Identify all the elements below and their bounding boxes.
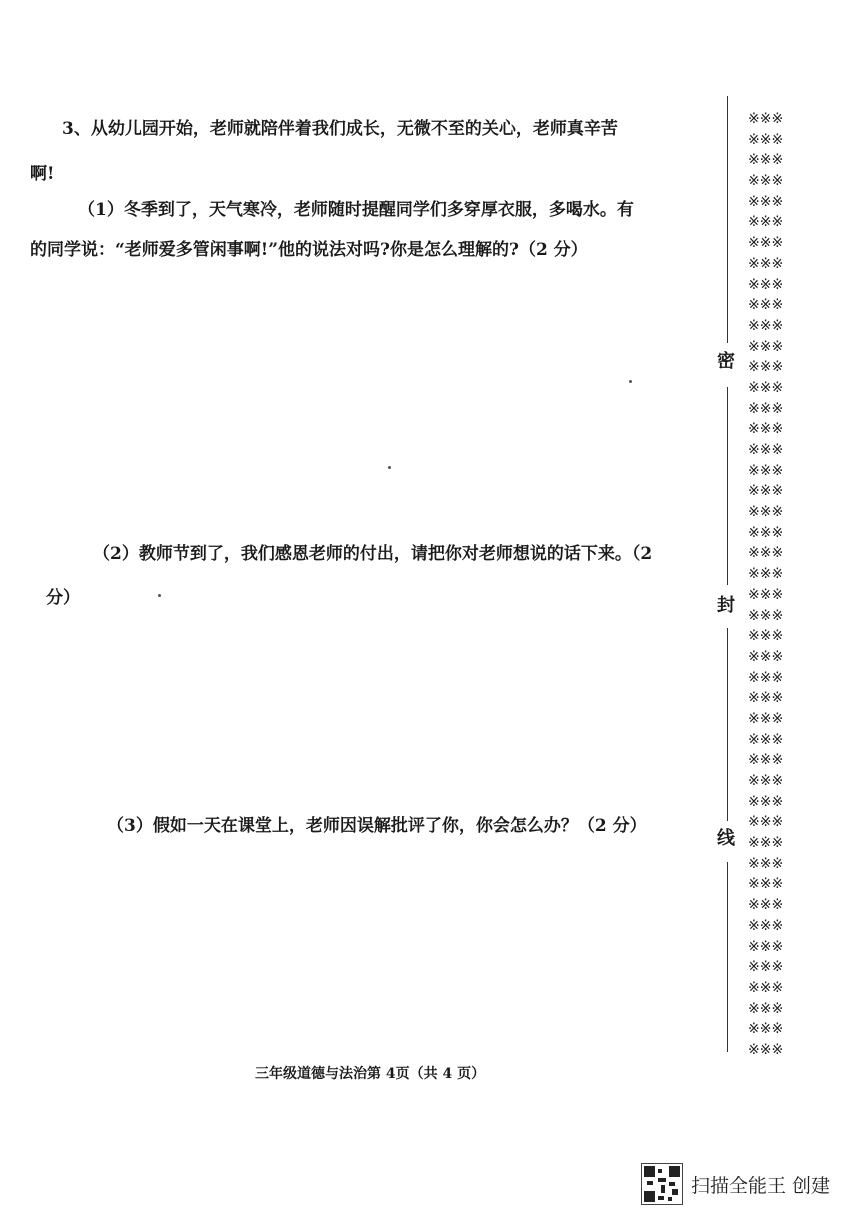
binding-line: [727, 862, 728, 1052]
binding-line: [727, 628, 728, 821]
binding-star-row: ※※※: [748, 524, 784, 541]
binding-star-row: ※※※: [748, 173, 784, 190]
binding-star-row: ※※※: [748, 566, 784, 583]
binding-star-row: ※※※: [748, 131, 784, 148]
sub-question-1-text-cont: 的同学说：“老师爱多管闲事啊!”他的说法对吗?你是怎么理解的?（2 分）: [30, 240, 588, 260]
binding-star-row: ※※※: [748, 152, 784, 169]
binding-star-row: ※※※: [748, 814, 784, 831]
binding-star-row: ※※※: [748, 545, 784, 562]
binding-label-xian: 线: [717, 828, 735, 849]
binding-star-column: [748, 109, 808, 1061]
binding-star-row: ※※※: [748, 1021, 784, 1038]
binding-star-row: ※※※: [748, 297, 784, 314]
binding-star-row: ※※※: [748, 773, 784, 789]
binding-star-row: ※※※: [748, 111, 784, 127]
binding-star-row: ※※※: [748, 835, 784, 852]
binding-star-row: ※※※: [748, 690, 784, 707]
binding-label-feng: 封: [717, 595, 735, 616]
binding-star-row: ※※※: [748, 442, 784, 458]
binding-label-mi: 密: [717, 351, 735, 372]
sub-question-2-text: （2）教师节到了，我们感恩老师的付出，请把你对老师想说的话下来。（2: [93, 544, 653, 564]
binding-star-row: ※※※: [748, 876, 784, 893]
binding-star-row: ※※※: [748, 897, 784, 914]
binding-star-row: ※※※: [748, 214, 784, 231]
binding-star-row: ※※※: [748, 1000, 784, 1017]
binding-star-row: ※※※: [748, 235, 784, 252]
binding-star-row: ※※※: [748, 317, 784, 334]
binding-star-row: ※※※: [748, 855, 784, 872]
binding-star-row: ※※※: [748, 938, 784, 955]
binding-star-row: ※※※: [748, 193, 784, 210]
sub-question-2-text-cont: 分）: [46, 588, 80, 608]
binding-star-row: ※※※: [748, 255, 784, 272]
binding-star-row: ※※※: [748, 917, 784, 934]
binding-star-row: ※※※: [748, 483, 784, 500]
binding-star-row: ※※※: [748, 959, 784, 976]
sub-question-3-text: （3）假如一天在课堂上，老师因误解批评了你，你会怎么办？（2 分）: [107, 816, 647, 836]
binding-line: [727, 387, 728, 585]
binding-star-row: ※※※: [748, 504, 784, 521]
binding-star-row: ※※※: [748, 793, 784, 810]
binding-star-row: ※※※: [748, 400, 784, 417]
binding-star-row: ※※※: [748, 669, 784, 686]
question-3-text-cont: 啊!: [30, 164, 55, 184]
binding-star-row: ※※※: [748, 628, 784, 645]
binding-star-row: ※※※: [748, 338, 784, 355]
qr-code-icon: [641, 1163, 683, 1205]
binding-star-row: ※※※: [748, 462, 784, 479]
binding-star-row: ※※※: [748, 979, 784, 996]
binding-star-row: ※※※: [748, 1041, 784, 1058]
binding-star-row: ※※※: [748, 607, 784, 624]
binding-star-row: ※※※: [748, 731, 784, 748]
sub-question-1-text: （1）冬季到了，天气寒冷，老师随时提醒同学们多穿厚衣服，多喝水。有: [78, 200, 634, 220]
scanner-watermark: [641, 1163, 830, 1205]
question-3-text: 3、从幼儿园开始，老师就陪伴着我们成长，无微不至的关心，老师真辛苦: [62, 119, 618, 139]
scan-speck: [158, 594, 161, 597]
binding-star-row: ※※※: [748, 421, 784, 438]
binding-star-row: ※※※: [748, 710, 784, 727]
binding-star-row: ※※※: [748, 586, 784, 603]
binding-star-row: ※※※: [748, 276, 784, 293]
binding-star-row: ※※※: [748, 379, 784, 396]
scan-speck: [388, 466, 391, 469]
binding-star-row: ※※※: [748, 648, 784, 665]
binding-star-row: ※※※: [748, 752, 784, 769]
page-footer: 三年级道德与法治第 4页（共 4 页）: [255, 1066, 486, 1082]
scan-speck: [629, 380, 632, 383]
binding-star-row: ※※※: [748, 359, 784, 376]
binding-line: [727, 96, 728, 343]
watermark-text: 扫描全能王 创建: [691, 1174, 831, 1197]
